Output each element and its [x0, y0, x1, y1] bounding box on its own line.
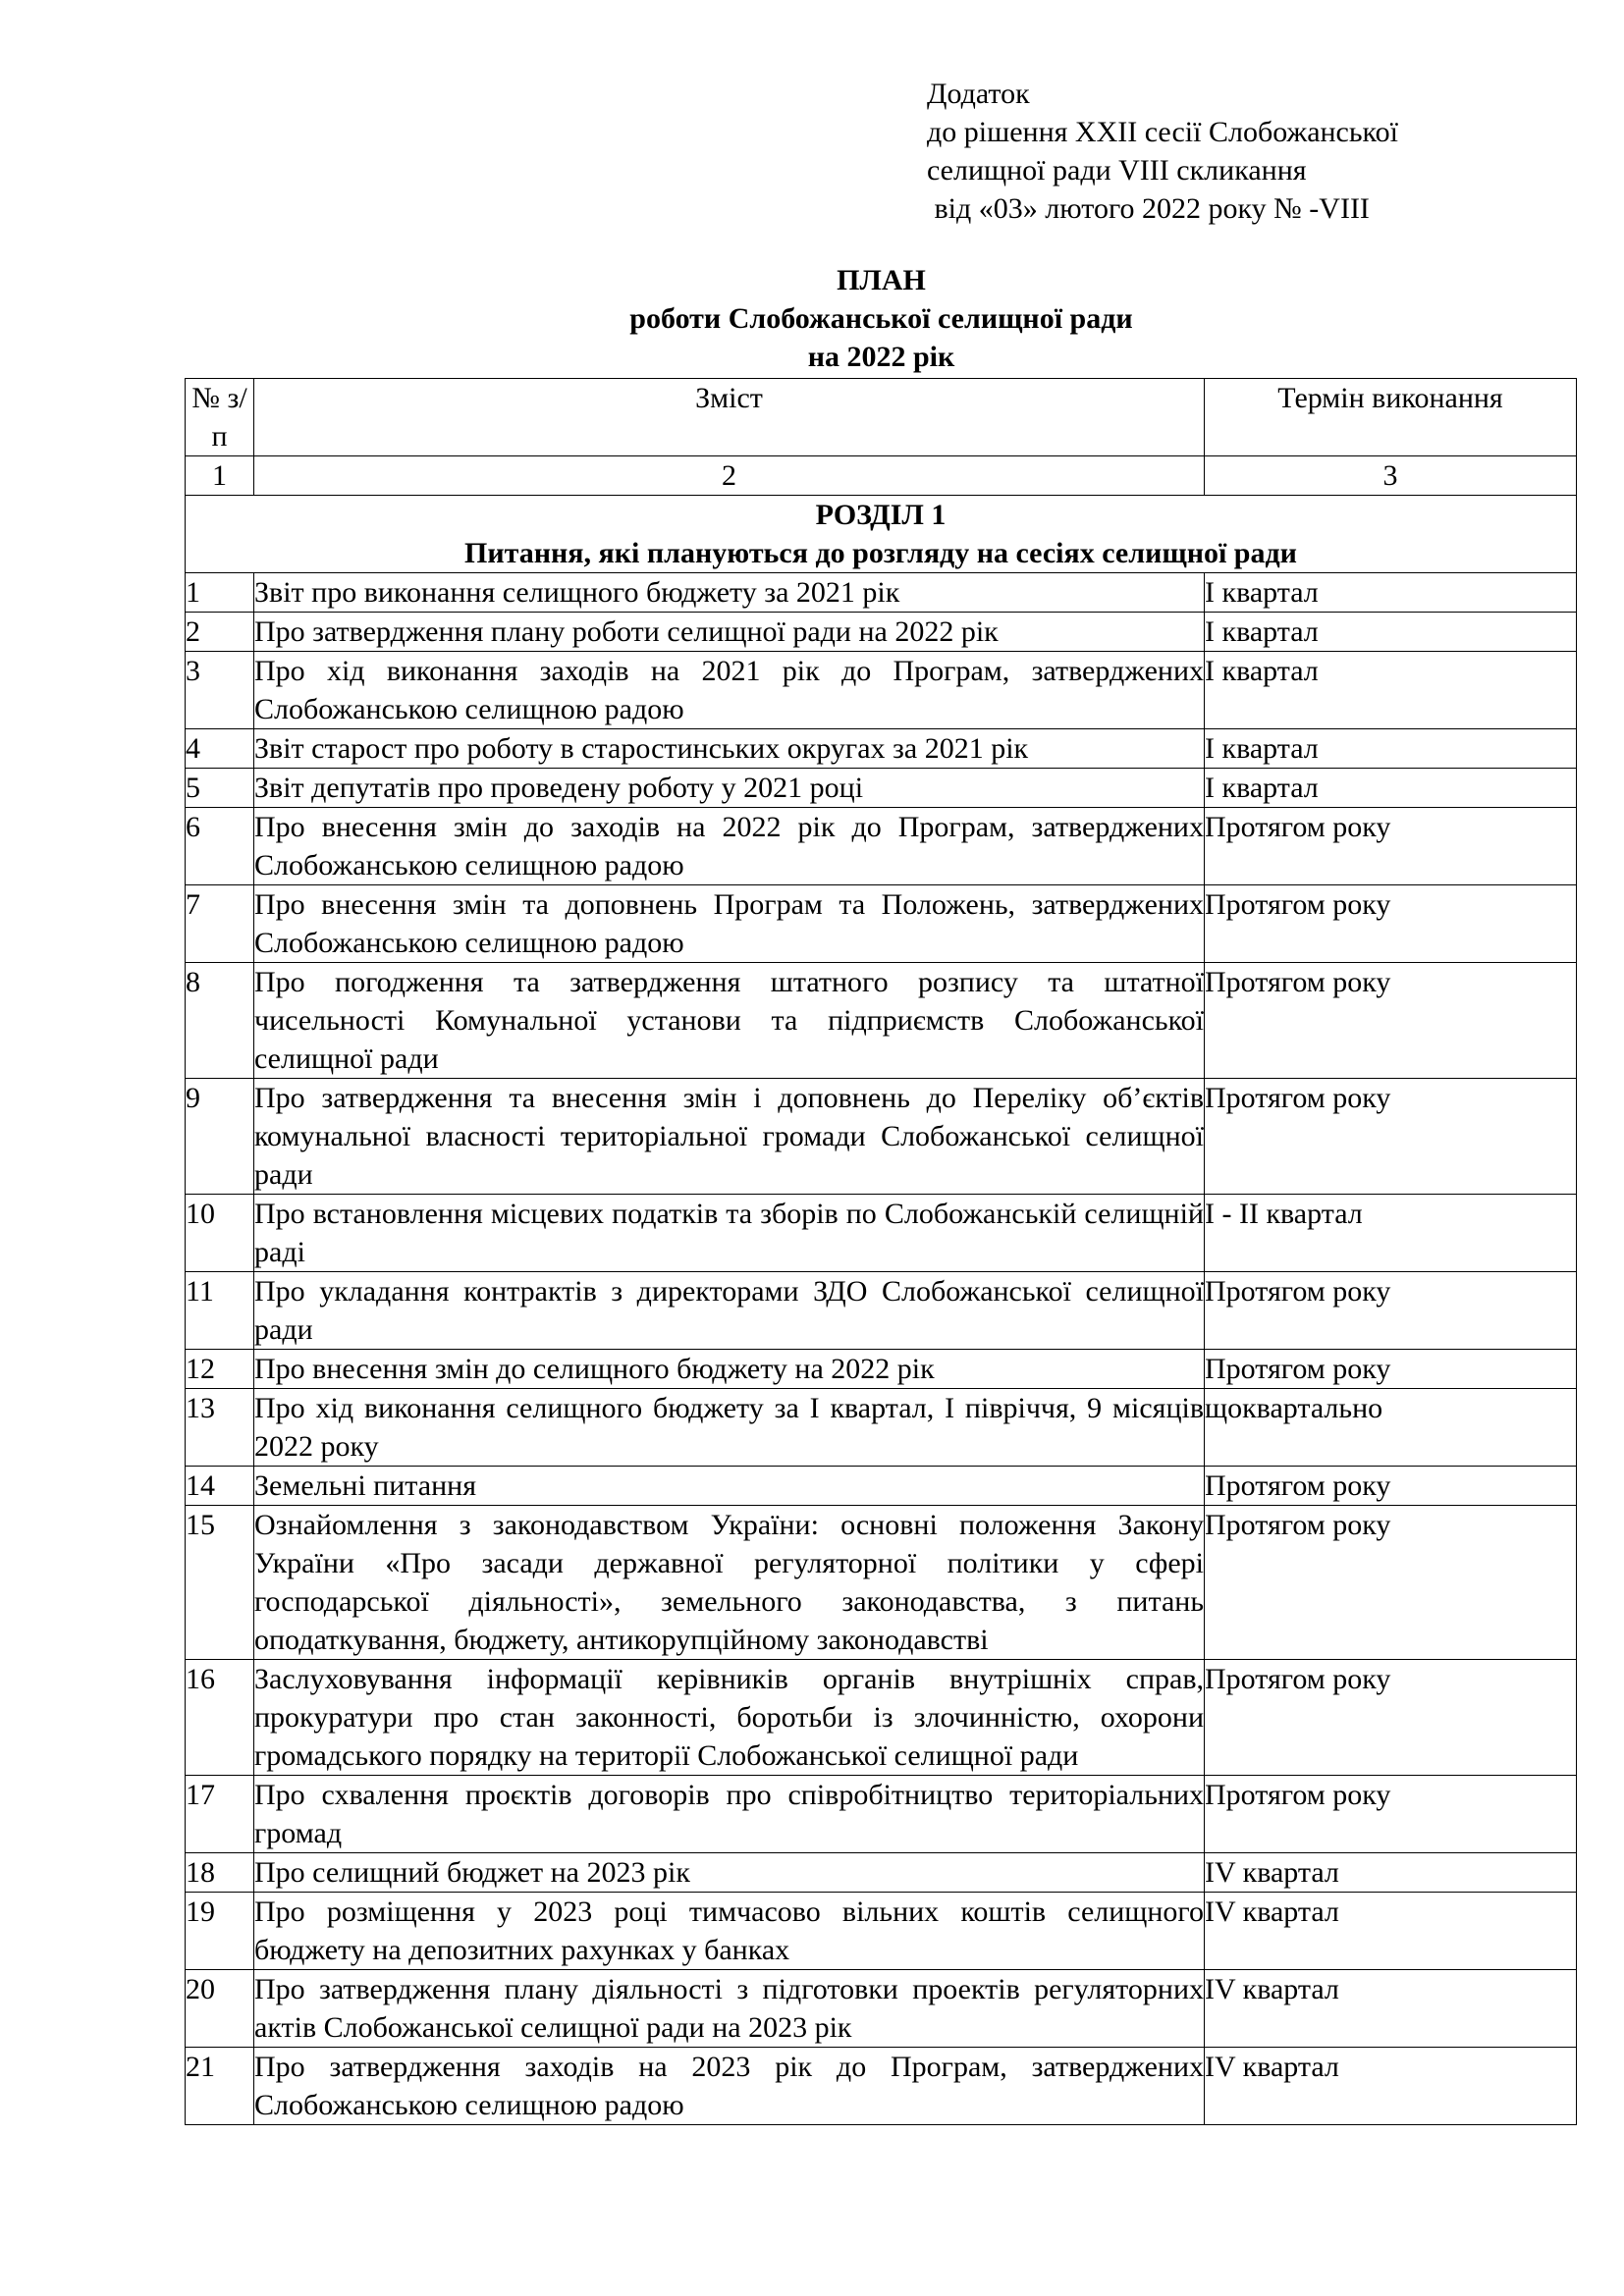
table-row — [186, 1853, 1577, 1893]
section-header — [186, 496, 1577, 573]
row-term: Протягом року — [1205, 1350, 1577, 1389]
row-number: 19 — [186, 1893, 254, 1970]
row-term: IV квартал — [1205, 2048, 1577, 2125]
row-number: 2 — [186, 613, 254, 652]
table-row — [186, 963, 1577, 1079]
row-number: 17 — [186, 1776, 254, 1853]
row-term: Протягом року — [1205, 885, 1577, 963]
table-row — [186, 613, 1577, 652]
row-term: щоквартально — [1205, 1389, 1577, 1467]
row-number: 13 — [186, 1389, 254, 1467]
addendum-block — [927, 75, 1398, 228]
table-row — [186, 652, 1577, 729]
section-header-row — [186, 496, 1577, 573]
row-number: 12 — [186, 1350, 254, 1389]
table-header-row — [186, 379, 1577, 456]
table-row — [186, 808, 1577, 885]
row-term: Протягом року — [1205, 808, 1577, 885]
row-number: 16 — [186, 1660, 254, 1776]
header-content: Зміст — [254, 379, 1205, 456]
row-content: Земельні питання — [254, 1467, 1205, 1506]
title-line: роботи Слобожанської селищної ради — [629, 302, 1133, 335]
section-title: РОЗДІЛ 1 — [815, 499, 947, 531]
row-number: 3 — [186, 652, 254, 729]
row-content: Про хід виконання селищного бюджету за І квартал, І півріччя, 9 місяців 2022 року — [254, 1389, 1205, 1467]
row-term: Протягом року — [1205, 1272, 1577, 1350]
table-row — [186, 885, 1577, 963]
header-num: № з/п — [186, 379, 254, 456]
row-number: 18 — [186, 1853, 254, 1893]
row-number: 6 — [186, 808, 254, 885]
table-row — [186, 1467, 1577, 1506]
plan-table — [185, 378, 1577, 2125]
row-term: І квартал — [1205, 613, 1577, 652]
section-subtitle: Питання, які плануються до розгляду на сесіях селищної ради — [464, 537, 1297, 569]
row-content: Звіт депутатів про проведену роботу у 2021 році — [254, 769, 1205, 808]
table-row — [186, 1350, 1577, 1389]
row-number: 11 — [186, 1272, 254, 1350]
row-content: Про внесення змін до селищного бюджету на 2022 рік — [254, 1350, 1205, 1389]
row-number: 5 — [186, 769, 254, 808]
table-row — [186, 2048, 1577, 2125]
addendum-line: селищної ради VIII скликання — [927, 154, 1307, 187]
title-line: ПЛАН — [837, 264, 926, 296]
row-number: 1 — [186, 573, 254, 613]
row-content: Про внесення змін та доповнень Програм та Положень, затверджених Слобожанською селищною радою — [254, 885, 1205, 963]
table-row — [186, 1506, 1577, 1660]
row-term: І квартал — [1205, 729, 1577, 769]
addendum-line: від «03» лютого 2022 року № -VIII — [927, 192, 1370, 225]
row-content: Про встановлення місцевих податків та зборів по Слобожанській селищній раді — [254, 1195, 1205, 1272]
row-term: Протягом року — [1205, 1079, 1577, 1195]
table-row — [186, 1272, 1577, 1350]
table-row — [186, 1660, 1577, 1776]
row-content: Звіт старост про роботу в старостинських округах за 2021 рік — [254, 729, 1205, 769]
row-term: Протягом року — [1205, 1660, 1577, 1776]
row-number: 10 — [186, 1195, 254, 1272]
row-term: Протягом року — [1205, 1776, 1577, 1853]
row-term: Протягом року — [1205, 1467, 1577, 1506]
row-content: Про затвердження заходів на 2023 рік до Програм, затверджених Слобожанською селищною радою — [254, 2048, 1205, 2125]
row-term: Протягом року — [1205, 1506, 1577, 1660]
row-content: Звіт про виконання селищного бюджету за 2021 рік — [254, 573, 1205, 613]
table-row — [186, 1776, 1577, 1853]
row-content: Про затвердження та внесення змін і доповнень до Переліку об’єктів комунальної власності територіальної громади Слобожанської селищної ради — [254, 1079, 1205, 1195]
title-line: на 2022 рік — [807, 341, 955, 373]
row-content: Про селищний бюджет на 2023 рік — [254, 1853, 1205, 1893]
table-row — [186, 1970, 1577, 2048]
row-number: 14 — [186, 1467, 254, 1506]
row-term: IV квартал — [1205, 1893, 1577, 1970]
column-index: 1 — [186, 456, 254, 496]
row-content: Про розміщення у 2023 році тимчасово вільних коштів селищного бюджету на депозитних рахунках у банках — [254, 1893, 1205, 1970]
row-number: 8 — [186, 963, 254, 1079]
row-content: Про укладання контрактів з директорами ЗДО Слобожанської селищної ради — [254, 1272, 1205, 1350]
table-row — [186, 1079, 1577, 1195]
row-content: Про хід виконання заходів на 2021 рік до Програм, затверджених Слобожанською селищною радою — [254, 652, 1205, 729]
row-term: І - ІІ квартал — [1205, 1195, 1577, 1272]
row-term: І квартал — [1205, 573, 1577, 613]
table-row — [186, 573, 1577, 613]
table-row — [186, 769, 1577, 808]
column-index: 2 — [254, 456, 1205, 496]
row-content: Про погодження та затвердження штатного розпису та штатної чисельності Комунальної установи та підприємств Слобожанської селищної ради — [254, 963, 1205, 1079]
table-row — [186, 1893, 1577, 1970]
row-content: Про внесення змін до заходів на 2022 рік до Програм, затверджених Слобожанською селищною радою — [254, 808, 1205, 885]
row-number: 15 — [186, 1506, 254, 1660]
row-content: Про затвердження плану діяльності з підготовки проектів регуляторних актів Слобожанської селищної ради на 2023 рік — [254, 1970, 1205, 2048]
addendum-line: до рішення XXII сесії Слобожанської — [927, 116, 1398, 148]
row-number: 9 — [186, 1079, 254, 1195]
column-index: 3 — [1205, 456, 1577, 496]
header-term: Термін виконання — [1205, 379, 1577, 456]
row-content: Ознайомлення з законодавством України: основні положення Закону України «Про засади державної регуляторної політики у сфері господарської діяльності», земельного законодавства, з питань оподаткування, бюджету, антикорупційному законодавстві — [254, 1506, 1205, 1660]
row-term: IV квартал — [1205, 1970, 1577, 2048]
row-number: 21 — [186, 2048, 254, 2125]
row-term: IV квартал — [1205, 1853, 1577, 1893]
row-term: Протягом року — [1205, 963, 1577, 1079]
table-row — [186, 1195, 1577, 1272]
row-content: Заслуховування інформації керівників органів внутрішніх справ, прокуратури про стан законності, боротьби із злочинністю, охорони громадського порядку на території Слобожанської селищної ради — [254, 1660, 1205, 1776]
row-number: 20 — [186, 1970, 254, 2048]
row-content: Про схвалення проєктів договорів про співробітництво територіальних громад — [254, 1776, 1205, 1853]
row-number: 4 — [186, 729, 254, 769]
table-row — [186, 1389, 1577, 1467]
row-term: І квартал — [1205, 769, 1577, 808]
row-term: І квартал — [1205, 652, 1577, 729]
document-title — [187, 261, 1576, 376]
row-content: Про затвердження плану роботи селищної ради на 2022 рік — [254, 613, 1205, 652]
addendum-line: Додаток — [927, 78, 1030, 110]
table-row — [186, 729, 1577, 769]
column-index-row — [186, 456, 1577, 496]
row-number: 7 — [186, 885, 254, 963]
